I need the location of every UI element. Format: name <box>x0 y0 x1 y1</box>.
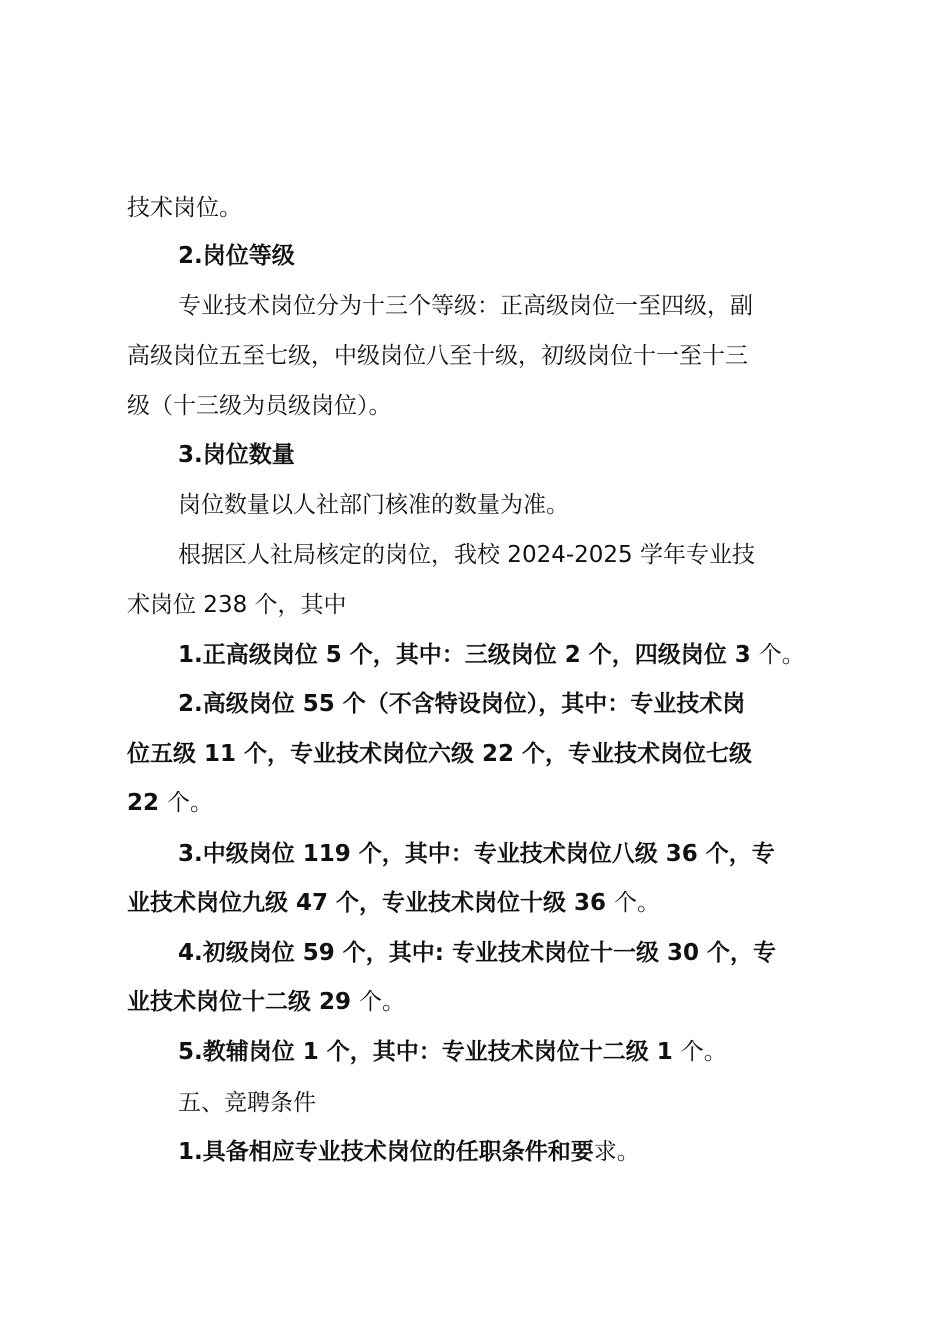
list-item-tail: 个。 <box>758 642 805 668</box>
paragraph-line: 岗位数量以人社部门核准的数量为准。 <box>178 492 569 518</box>
list-item-continuation <box>127 888 660 918</box>
list-item-continuation: 位五级 11 个，专业技术岗位六级 22 个，专业技术岗位七级 <box>127 741 753 767</box>
paragraph-line: 术岗位 238 个，其中 <box>127 592 347 618</box>
list-item <box>178 1137 640 1167</box>
paragraph-line: 专业技术岗位分为十三个等级：正高级岗位一至四级，副 <box>178 293 753 319</box>
paragraph-line: 高级岗位五至七级，中级岗位八至十级，初级岗位十一至十三 <box>127 343 748 369</box>
paragraph-line: 级（十三级为员级岗位）。 <box>127 393 392 419</box>
list-item <box>178 640 805 670</box>
section-heading: 3.岗位数量 <box>178 442 295 468</box>
list-item-tail: 个。 <box>680 1039 727 1065</box>
list-item-tail: 求。 <box>593 1139 640 1165</box>
list-item-continuation <box>127 788 213 818</box>
list-item-tail: 个。 <box>359 989 406 1015</box>
list-item-text: 1.具备相应专业技术岗位的任职条件和要 <box>178 1139 594 1165</box>
list-item-text: 业技术岗位十二级 29 <box>127 989 360 1015</box>
list-item-text: 业技术岗位九级 47 个，专业技术岗位十级 36 <box>127 890 615 916</box>
list-item: 3.中级岗位 119 个，其中：专业技术岗位八级 36 个，专 <box>178 841 775 867</box>
paragraph-line: 技术岗位。 <box>127 195 242 221</box>
list-item-text: 5.教辅岗位 1 个，其中：专业技术岗位十二级 1 <box>178 1039 681 1065</box>
list-item-text: 22 <box>127 790 168 816</box>
list-item: 2.高级岗位 55 个（不含特设岗位），其中：专业技术岗 <box>178 691 746 717</box>
paragraph-line: 根据区人社局核定的岗位，我校 2024-2025 学年专业技 <box>178 542 755 568</box>
list-item-text: 1.正高级岗位 5 个，其中：三级岗位 2 个，四级岗位 3 <box>178 642 759 668</box>
list-item-tail: 个。 <box>167 790 214 816</box>
list-item-tail: 个。 <box>614 890 661 916</box>
list-item-continuation <box>127 987 405 1017</box>
list-item: 4.初级岗位 59 个，其中: 专业技术岗位十一级 30 个，专 <box>178 940 776 966</box>
section-heading: 五、竞聘条件 <box>178 1090 316 1116</box>
list-item <box>178 1037 727 1067</box>
section-heading: 2.岗位等级 <box>178 243 295 269</box>
